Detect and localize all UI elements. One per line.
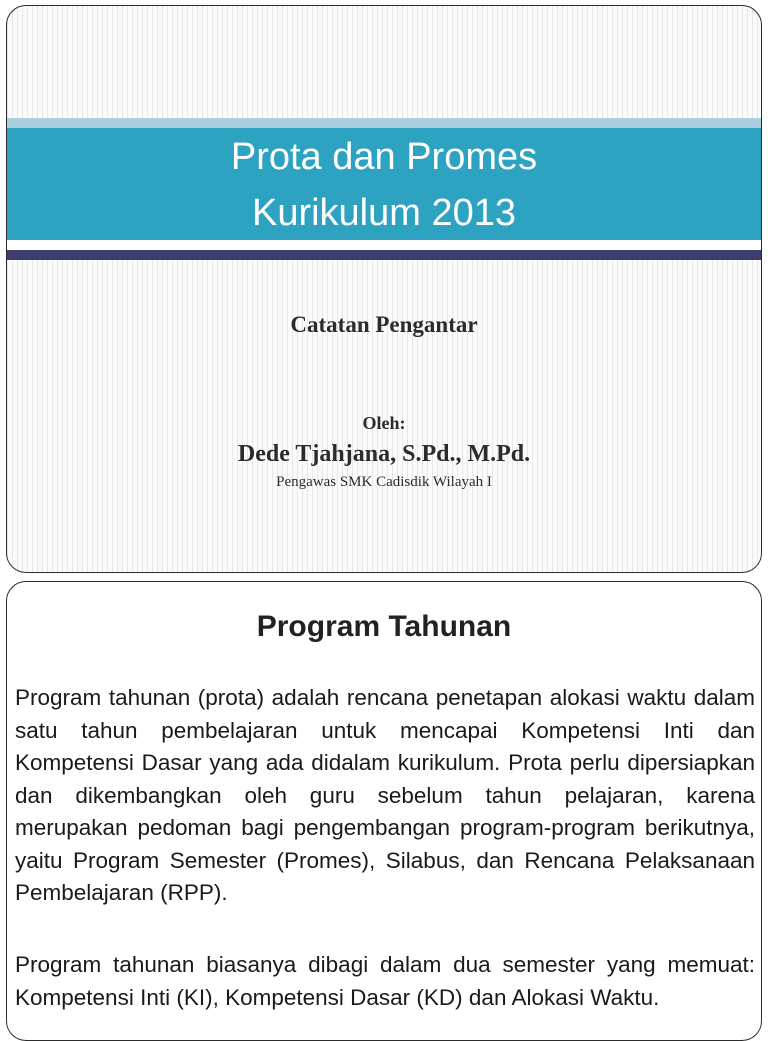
title-band-light bbox=[7, 118, 761, 128]
by-label: Oleh: bbox=[362, 413, 406, 433]
body-paragraph: Program tahunan biasanya dibagi dalam dua semester yang memuat: Kompetensi Inti (KI), Kompetensi Dasar (KD) dan Alokasi Waktu. bbox=[15, 952, 755, 1010]
section-heading: Program Tahunan bbox=[256, 610, 512, 643]
title-slide bbox=[6, 5, 762, 573]
slide-title-line-2: Kurikulum 2013 bbox=[251, 192, 517, 234]
title-band-gap bbox=[7, 240, 761, 250]
slide-subtitle: Catatan Pengantar bbox=[290, 312, 478, 337]
slide-title-line-1: Prota dan Promes bbox=[230, 136, 538, 178]
body-paragraph: Program tahunan (prota) adalah rencana penetapan alokasi waktu dalam satu tahun pembelajaran untuk mencapai Kompetensi Inti dan Kompetensi Dasar yang ada didalam kurikulum. Prota perlu dipersiapkan dan dikembangkan oleh guru sebelum tahun pelajaran, karena merupakan pedoman bagi pengembangan program-program berikutnya, yaitu Program Semester (Promes), Silabus, dan Rencana Pelaksanaan Pembelajaran (RPP). bbox=[15, 685, 755, 905]
author-name: Dede Tjahjana, S.Pd., M.Pd. bbox=[237, 441, 531, 467]
author-role: Pengawas SMK Cadisdik Wilayah I bbox=[276, 474, 492, 490]
navy-stripe bbox=[7, 250, 761, 260]
content-slide bbox=[6, 581, 762, 1041]
